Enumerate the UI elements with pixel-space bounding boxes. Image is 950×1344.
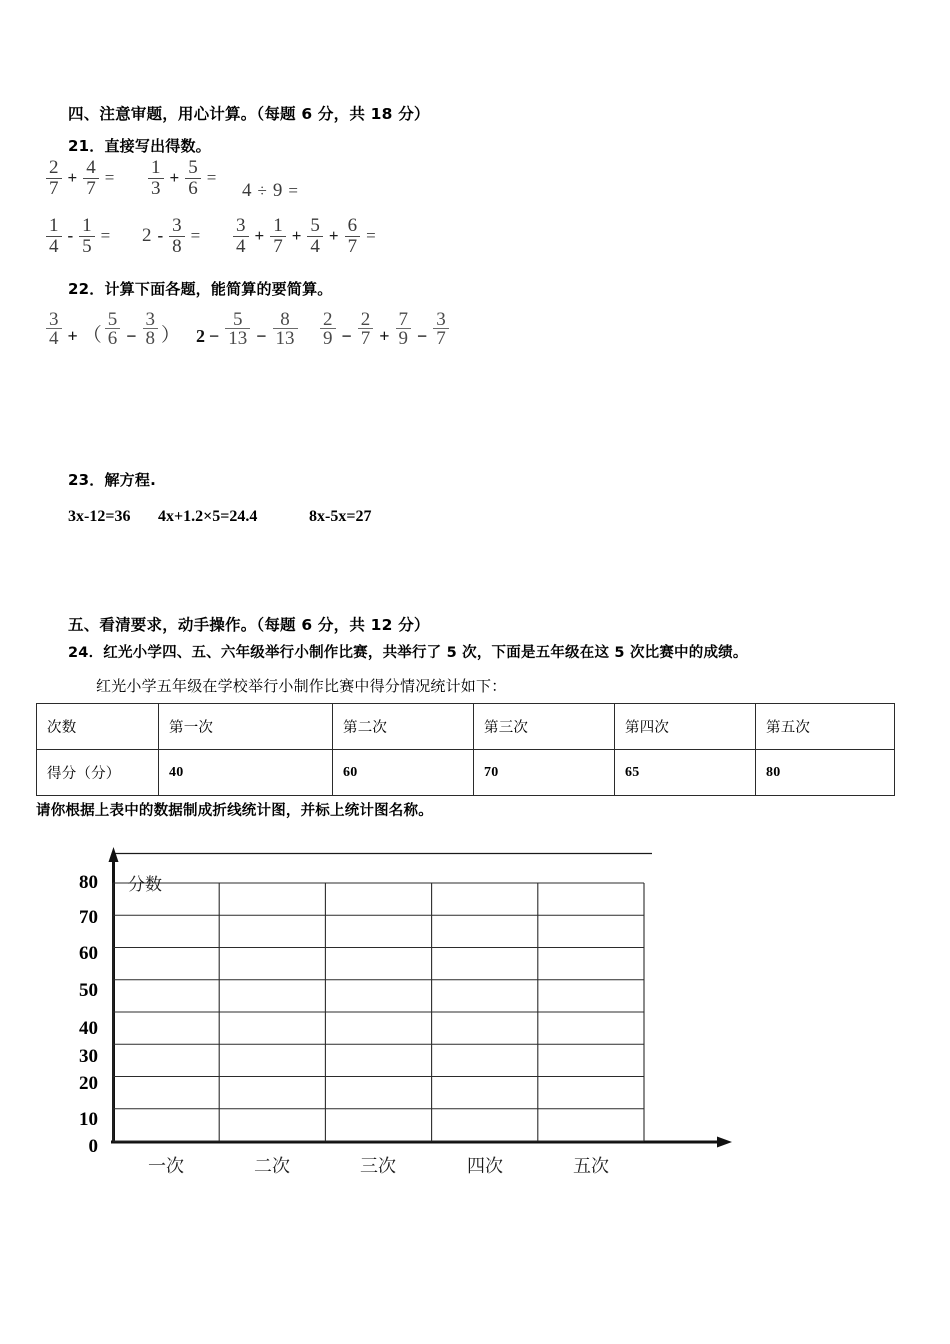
row-label-score: 得分（分） <box>37 750 159 796</box>
operator: + <box>254 226 265 246</box>
x-tick-label-5: 五次 <box>573 1156 609 1176</box>
operator: − <box>417 326 428 346</box>
equals-sign: = <box>104 168 115 188</box>
question-21-heading: 21．直接写出得数。 <box>68 137 211 155</box>
equals-sign: = <box>366 226 376 246</box>
y-tick-label-0: 80 <box>79 872 98 893</box>
question-24-instruction: 请你根据上表中的数据制成折线统计图，并标上统计图名称。 <box>36 803 433 819</box>
fraction: $\frac{2}{7}$ <box>356 310 376 348</box>
number: 2 <box>196 326 205 346</box>
operator: − <box>126 326 137 346</box>
equals-sign: = <box>288 181 298 200</box>
score-cell-3: 70 <box>474 750 615 796</box>
fraction: $\frac{3}{8}$ <box>167 216 187 256</box>
score-cell-5: 80 <box>756 750 895 796</box>
section-four-heading: 四、注意审题，用心计算。（每题 6 分，共 18 分） <box>68 105 430 123</box>
operator: − <box>341 326 352 346</box>
row-label-times: 次数 <box>37 704 159 750</box>
fraction: 5 6 <box>103 310 123 348</box>
fraction: $\frac{1}{3}$ <box>146 158 166 198</box>
expr-21-3 <box>240 180 302 202</box>
number: 4 <box>242 180 252 201</box>
question-23-heading: 23．解方程. <box>68 471 156 489</box>
y-tick-label-1: 70 <box>79 907 98 928</box>
equation-2: 4x+1.2×5=24.4 <box>158 508 258 525</box>
x-tick-label-2: 二次 <box>254 1156 290 1176</box>
y-tick-label-8: 0 <box>88 1136 98 1157</box>
operator: − <box>209 326 220 346</box>
operator: - <box>157 226 164 246</box>
y-tick-label-3: 50 <box>79 980 98 1001</box>
score-table <box>36 703 895 796</box>
operator: - <box>67 226 74 246</box>
fraction: $\frac{3}{7}$ <box>431 310 451 348</box>
expr-21-2 <box>146 158 220 198</box>
operator: − <box>256 326 267 346</box>
score-cell-4: 65 <box>615 750 756 796</box>
question-24-heading: 24．红光小学四、五、六年级举行小制作比赛，共举行了 5 次，下面是五年级在这 5 次比赛中的成绩。 <box>68 645 748 661</box>
expr-22-1 <box>44 310 181 348</box>
fraction: $\frac{1}{4}$ <box>44 216 64 256</box>
expr-21-4 <box>44 216 114 256</box>
column-header-4: 第四次 <box>615 704 756 750</box>
fraction: $\frac{8}{13}$ <box>271 310 300 348</box>
expr-21-1 <box>44 158 118 198</box>
score-cell-2: 60 <box>333 750 474 796</box>
column-header-3: 第三次 <box>474 704 615 750</box>
operator: + <box>379 326 390 346</box>
line-chart-grid <box>40 845 750 1185</box>
expr-21-6 <box>231 216 380 256</box>
score-cell-1: 40 <box>159 750 333 796</box>
x-tick-label-1: 一次 <box>148 1156 184 1176</box>
fraction: $\frac{3}{4}$ <box>231 216 251 256</box>
x-axis-arrow <box>717 1137 732 1148</box>
equals-sign: = <box>206 168 217 188</box>
fraction: $\frac{6}{7}$ <box>343 216 363 256</box>
equals-sign: = <box>190 226 201 246</box>
y-tick-label-7: 10 <box>79 1109 98 1130</box>
grid-lines <box>113 883 644 1141</box>
operator: + <box>328 226 339 246</box>
operator: + <box>291 226 302 246</box>
number: 9 <box>272 180 283 201</box>
fraction: $\frac{3}{8}$ <box>141 310 161 348</box>
left-paren: （ <box>82 325 102 346</box>
y-axis-title: 分数 <box>128 875 162 894</box>
column-header-5: 第五次 <box>756 704 895 750</box>
operator: + <box>169 168 180 188</box>
fraction: $\frac{1}{5}$ <box>77 216 97 256</box>
table-row-header <box>37 704 895 750</box>
equation-3: 8x-5x=27 <box>309 508 372 525</box>
x-tick-label-3: 三次 <box>360 1156 396 1176</box>
expr-22-3 <box>318 310 451 348</box>
right-paren: ） <box>161 325 181 346</box>
column-header-1: 第一次 <box>159 704 333 750</box>
question-24-subtitle: 红光小学五年级在学校举行小制作比赛中得分情况统计如下： <box>96 679 507 695</box>
fraction: 2 9 <box>318 310 338 348</box>
equals-sign: = <box>100 226 111 246</box>
expr-21-5 <box>140 216 204 256</box>
operator: + <box>67 326 78 346</box>
operator: ÷ <box>257 181 267 200</box>
fraction: $\frac{1}{7}$ <box>268 216 288 256</box>
y-tick-label-2: 60 <box>79 943 98 964</box>
y-tick-label-4: 40 <box>79 1018 98 1039</box>
operator: + <box>67 168 78 188</box>
y-tick-label-6: 20 <box>79 1073 98 1094</box>
column-header-2: 第二次 <box>333 704 474 750</box>
equation-1: 3x-12=36 <box>68 508 131 525</box>
fraction: $\frac{7}{9}$ <box>394 310 414 348</box>
fraction: $\frac{5}{13}$ <box>223 310 252 348</box>
y-tick-label-5: 30 <box>79 1046 98 1067</box>
fraction: $\frac{2}{7}$ <box>44 158 64 198</box>
expr-22-2 <box>196 310 300 348</box>
x-tick-label-4: 四次 <box>467 1156 503 1176</box>
table-row-scores <box>37 750 895 796</box>
y-axis-arrow <box>109 847 119 862</box>
fraction: $\frac{4}{7}$ <box>81 158 101 198</box>
fraction: 3 4 <box>44 310 64 348</box>
section-five-heading: 五、看清要求，动手操作。（每题 6 分，共 12 分） <box>68 616 430 634</box>
number: 2 <box>142 225 152 247</box>
question-22-heading: 22．计算下面各题，能简算的要简算。 <box>68 280 333 298</box>
fraction: $\frac{5}{6}$ <box>183 158 203 198</box>
fraction: $\frac{5}{4}$ <box>305 216 325 256</box>
